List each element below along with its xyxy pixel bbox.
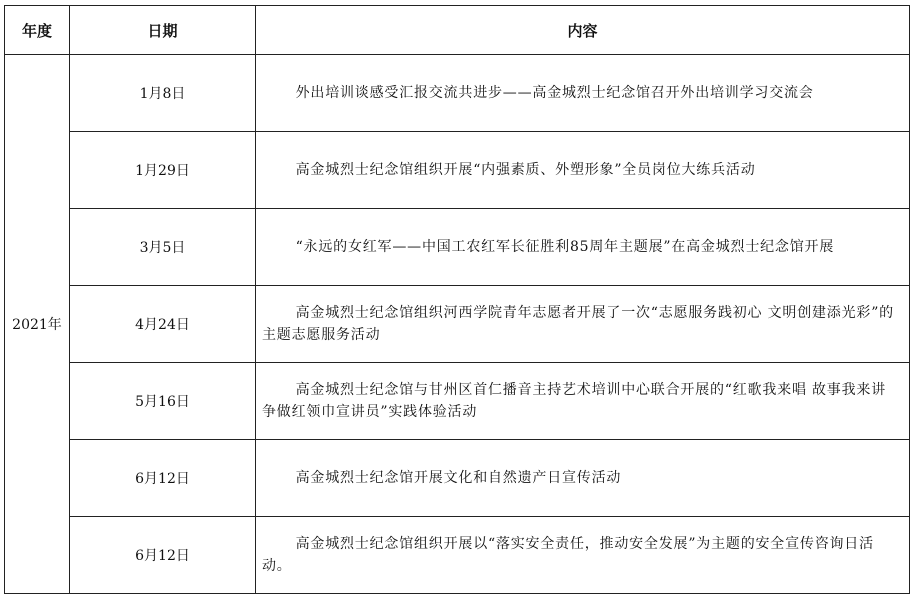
table-row xyxy=(5,55,910,132)
table-row xyxy=(5,132,910,209)
header-year: 年度 xyxy=(5,6,70,55)
events-table xyxy=(4,5,910,594)
date-cell: 1月29日 xyxy=(70,132,256,209)
year-cell: 2021年 xyxy=(5,55,70,594)
date-cell: 1月8日 xyxy=(70,55,256,132)
date-cell: 6月12日 xyxy=(70,517,256,594)
content-cell: 高金城烈士纪念馆与甘州区首仁播音主持艺术培训中心联合开展的“红歌我来唱 故事我来讲 争做红领巾宣讲员”实践体验活动 xyxy=(256,363,910,440)
content-cell: 高金城烈士纪念馆组织河西学院青年志愿者开展了一次“志愿服务践初心 文明创建添光彩”的主题志愿服务活动 xyxy=(256,286,910,363)
content-cell: 高金城烈士纪念馆开展文化和自然遗产日宣传活动 xyxy=(256,440,910,517)
header-content: 内容 xyxy=(256,6,910,55)
table-row xyxy=(5,517,910,594)
date-cell: 3月5日 xyxy=(70,209,256,286)
table-row xyxy=(5,440,910,517)
header-date: 日期 xyxy=(70,6,256,55)
content-cell: 高金城烈士纪念馆组织开展以“落实安全责任，推动安全发展”为主题的安全宣传咨询日活动。 xyxy=(256,517,910,594)
date-cell: 4月24日 xyxy=(70,286,256,363)
table-row xyxy=(5,286,910,363)
content-cell: 高金城烈士纪念馆组织开展“内强素质、外塑形象”全员岗位大练兵活动 xyxy=(256,132,910,209)
table-row xyxy=(5,209,910,286)
content-cell: 外出培训谈感受汇报交流共进步——高金城烈士纪念馆召开外出培训学习交流会 xyxy=(256,55,910,132)
content-cell: “永远的女红军——中国工农红军长征胜利85周年主题展”在高金城烈士纪念馆开展 xyxy=(256,209,910,286)
date-cell: 6月12日 xyxy=(70,440,256,517)
table-row xyxy=(5,363,910,440)
header-row xyxy=(5,6,910,55)
date-cell: 5月16日 xyxy=(70,363,256,440)
